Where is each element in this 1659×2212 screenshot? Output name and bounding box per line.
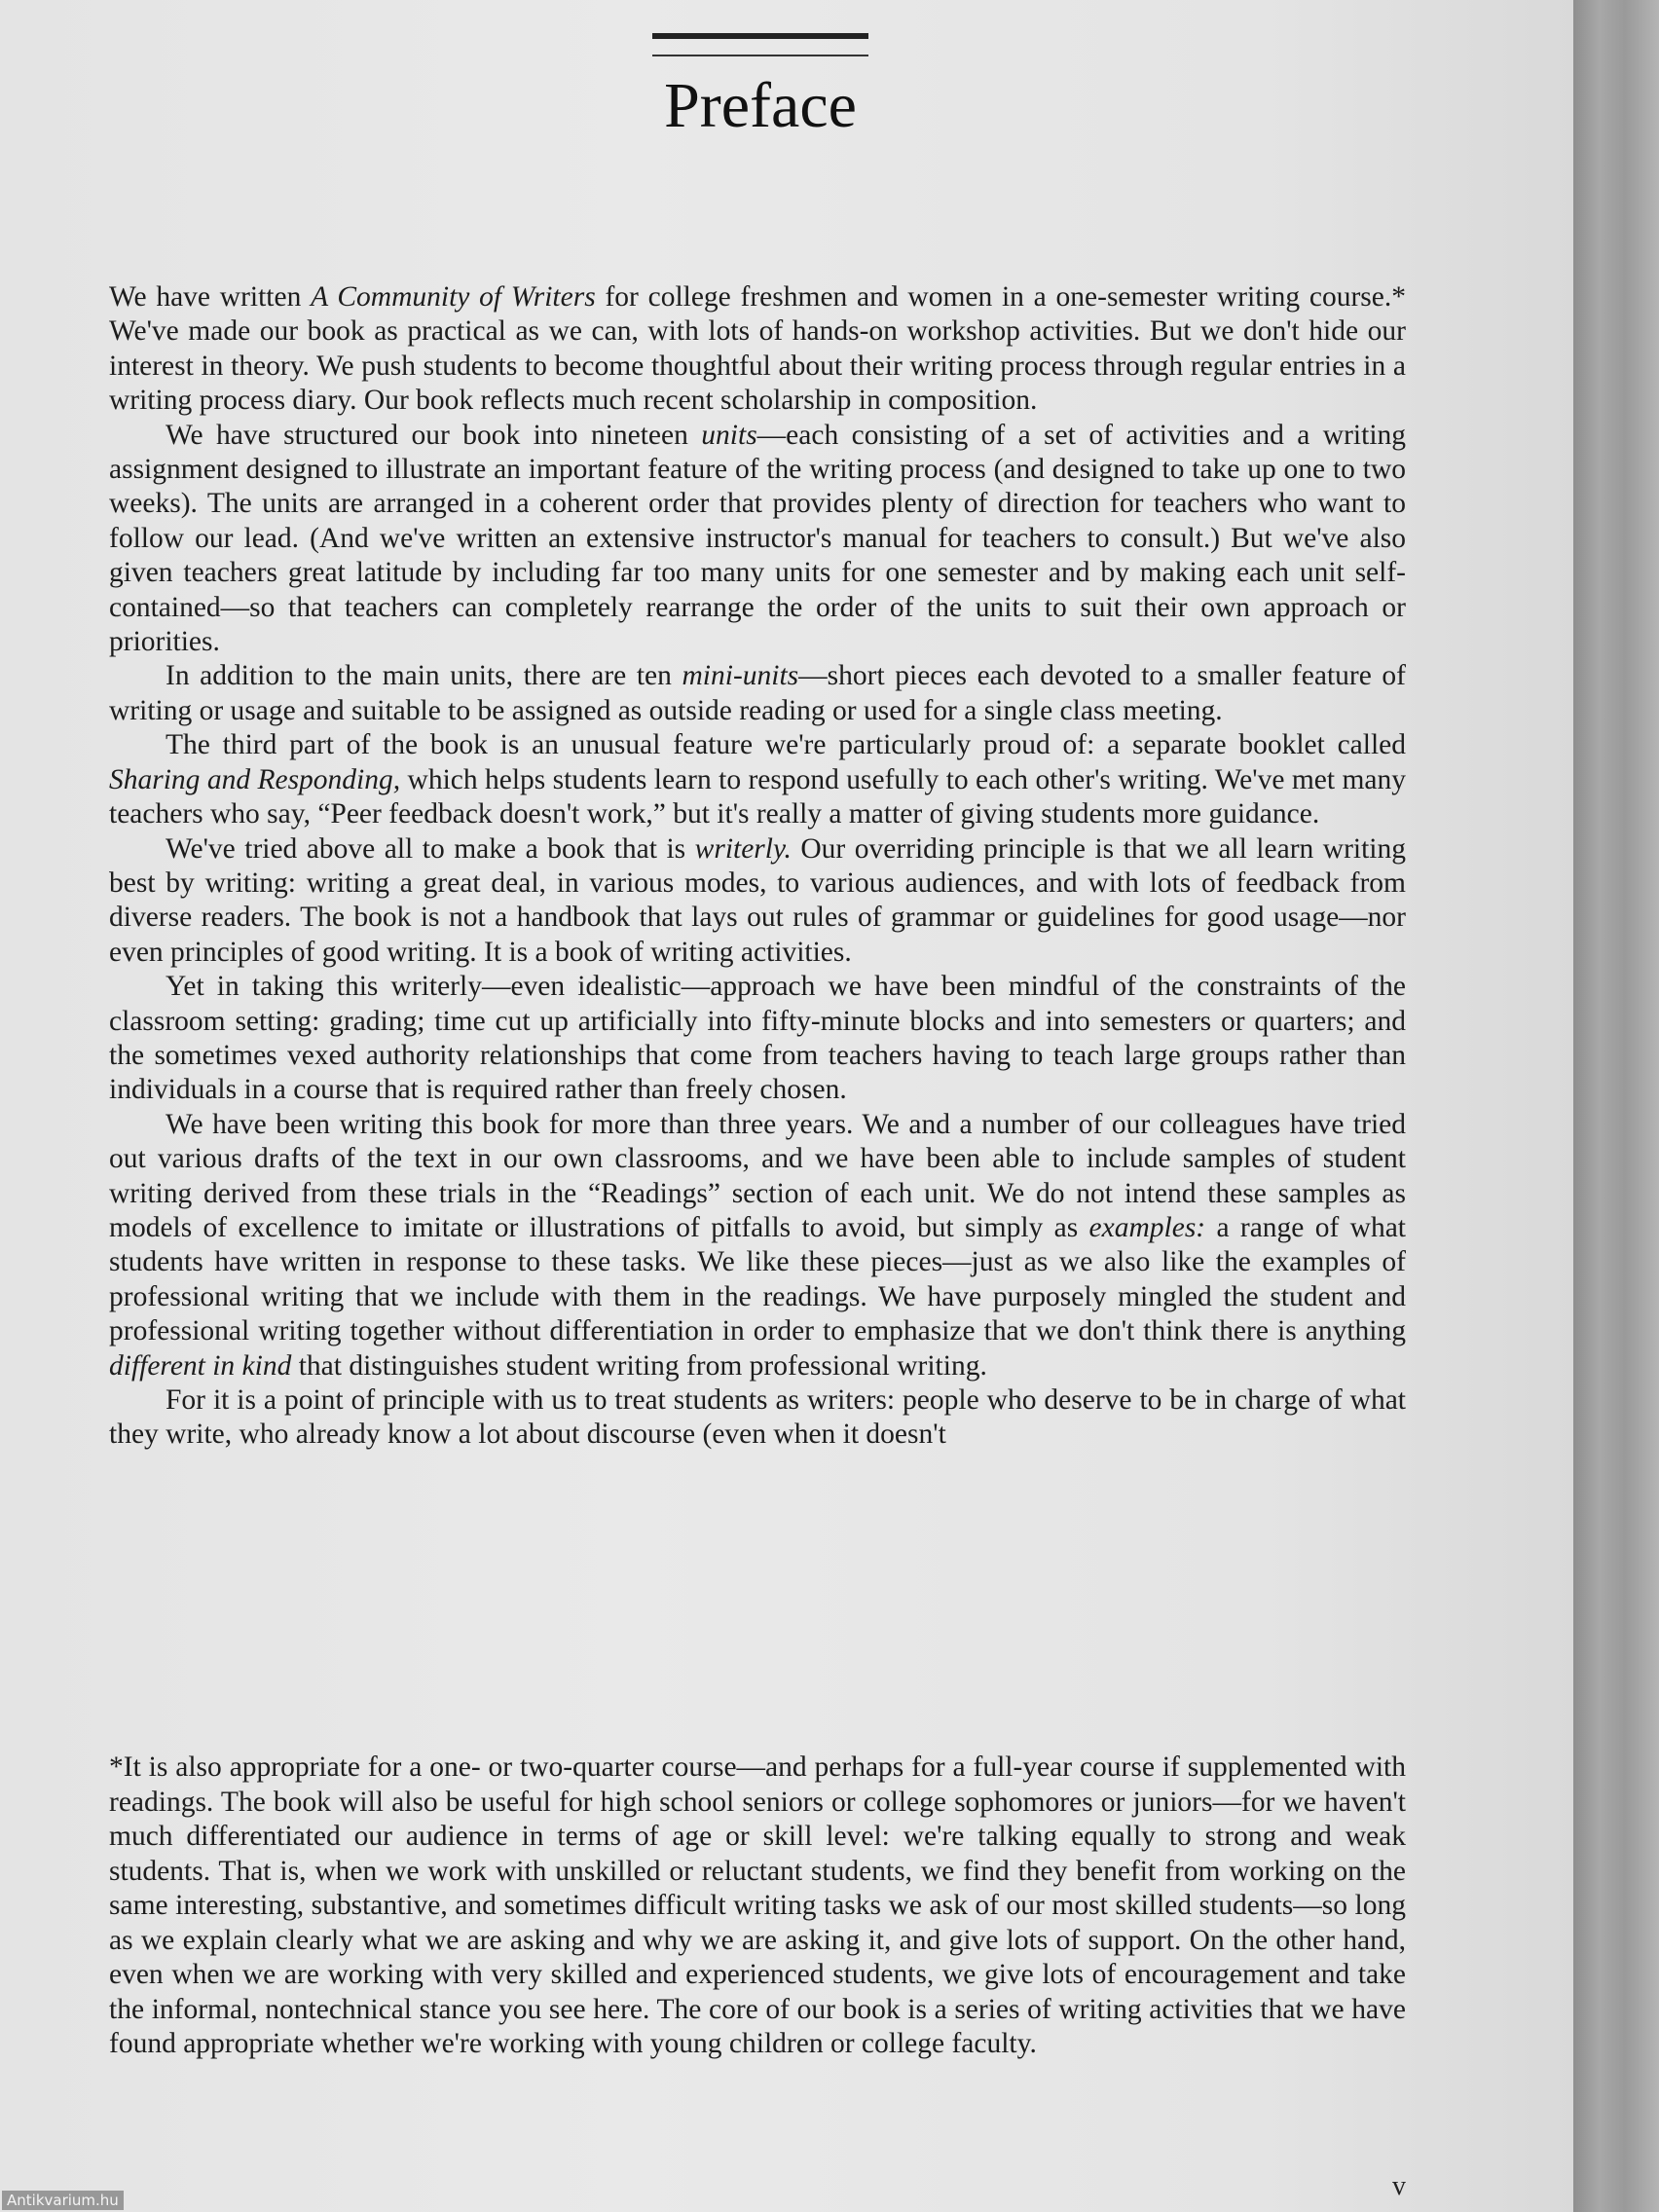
paragraph-6: Yet in taking this writerly—even idealistic—approach we have been mindful of the constraints of the classroom setting: grading; time cut up artificially into fifty-minute blocks and into semesters or quarters; and the sometimes vexed authority relationships that come from teachers having to teach large groups rather than individuals in a course that is required rather than freely chosen. [109, 971, 1406, 1106]
title-rule-thick [652, 33, 868, 39]
paragraph-1: We have written A Community of Writers for college freshmen and women in a one-semester writing course.* We've made our book as practical as we can, with lots of hands-on workshop activities. But we don't hide our interest in theory. We push students to become thoughtful about their writing process through regular entries in a writing process diary. Our book reflects much recent scholarship in composition. [109, 281, 1406, 417]
paragraph-4: The third part of the book is an unusual feature we're particularly proud of: a separate booklet called Sharing and Responding, which helps students learn to respond usefully to each other's writing. We've met many teachers who say, “Peer feedback doesn't work,” but it's really a matter of giving students more guidance. [109, 729, 1407, 830]
paragraph-2: We have structured our book into nineteen units—each consisting of a set of activities and a writing assignment designed to illustrate an important feature of the writing process (and designed to take up one to two weeks). The units are arranged in a coherent order that provides plenty of direction for teachers who want to follow our lead. (And we've written an extensive instructor's manual for teachers to consult.) But we've also given teachers great latitude by including far too many units for one semester and by making each unit self-contained—so that teachers can completely rearrange the order of the units to suit their own approach or priorities. [109, 419, 1407, 658]
paragraph-3: In addition to the main units, there are ten mini-units—short pieces each devoted to a smaller feature of writing or usage and suitable to be assigned as outside reading or used for a single class meeting. [109, 660, 1406, 726]
title-rule-thin [652, 55, 868, 56]
watermark: Antikvarium.hu [2, 2191, 124, 2210]
page-title: Preface [664, 70, 857, 141]
paragraph-7: We have been writing this book for more than three years. We and a number of our colleagues have tried out various drafts of the text in our own classrooms, and we have been able to include samples of student writing derived from these trials in the “Readings” section of each unit. We do not intend these samples as models of excellence to imitate or illustrations of pitfalls to avoid, but simply as examples: a range of what students have written in response to these tasks. We like these pieces—just as we also like the examples of professional writing that we include with them in the readings. We have purposely mingled the student and professional writing together without differentiation in order to emphasize that we don't think there is anything different in kind that distinguishes student writing from professional writing. [109, 1108, 1406, 1382]
book-edge [1573, 0, 1659, 2212]
page-number: v [1392, 2171, 1406, 2201]
body-text [109, 280, 1406, 1453]
footnote: *It is also appropriate for a one- or two-quarter course—and perhaps for a full-year course if supplemented with readings. The book will also be useful for high school seniors or college sophomores or juniors—for we haven't much differentiated our audience in terms of age or skill level: we're talking equally to strong and weak students. That is, when we work with unskilled or reluctant students, we find they benefit from working on the same interesting, substantive, and sometimes difficult writing tasks we ask of our most skilled students—so long as we explain clearly what we are asking and why we are asking it, and give lots of support. On the other hand, even when we are working with very skilled and experienced students, we give lots of encouragement and take the informal, nontechnical stance you see here. The core of our book is a series of writing activities that we have found appropriate whether we're working with young children or college faculty. [109, 1751, 1406, 2059]
paragraph-8: For it is a point of principle with us to treat students as writers: people who deserve to be in charge of what they write, who already know a lot about discourse (even when it doesn't [109, 1384, 1406, 1451]
paragraph-5: We've tried above all to make a book that is writerly. Our overriding principle is that we all learn writing best by writing: writing a great deal, in various modes, to various audiences, and with lots of feedback from diverse readers. The book is not a handbook that lays out rules of grammar or guidelines for good usage—nor even principles of good writing. It is a book of writing activities. [109, 832, 1406, 968]
